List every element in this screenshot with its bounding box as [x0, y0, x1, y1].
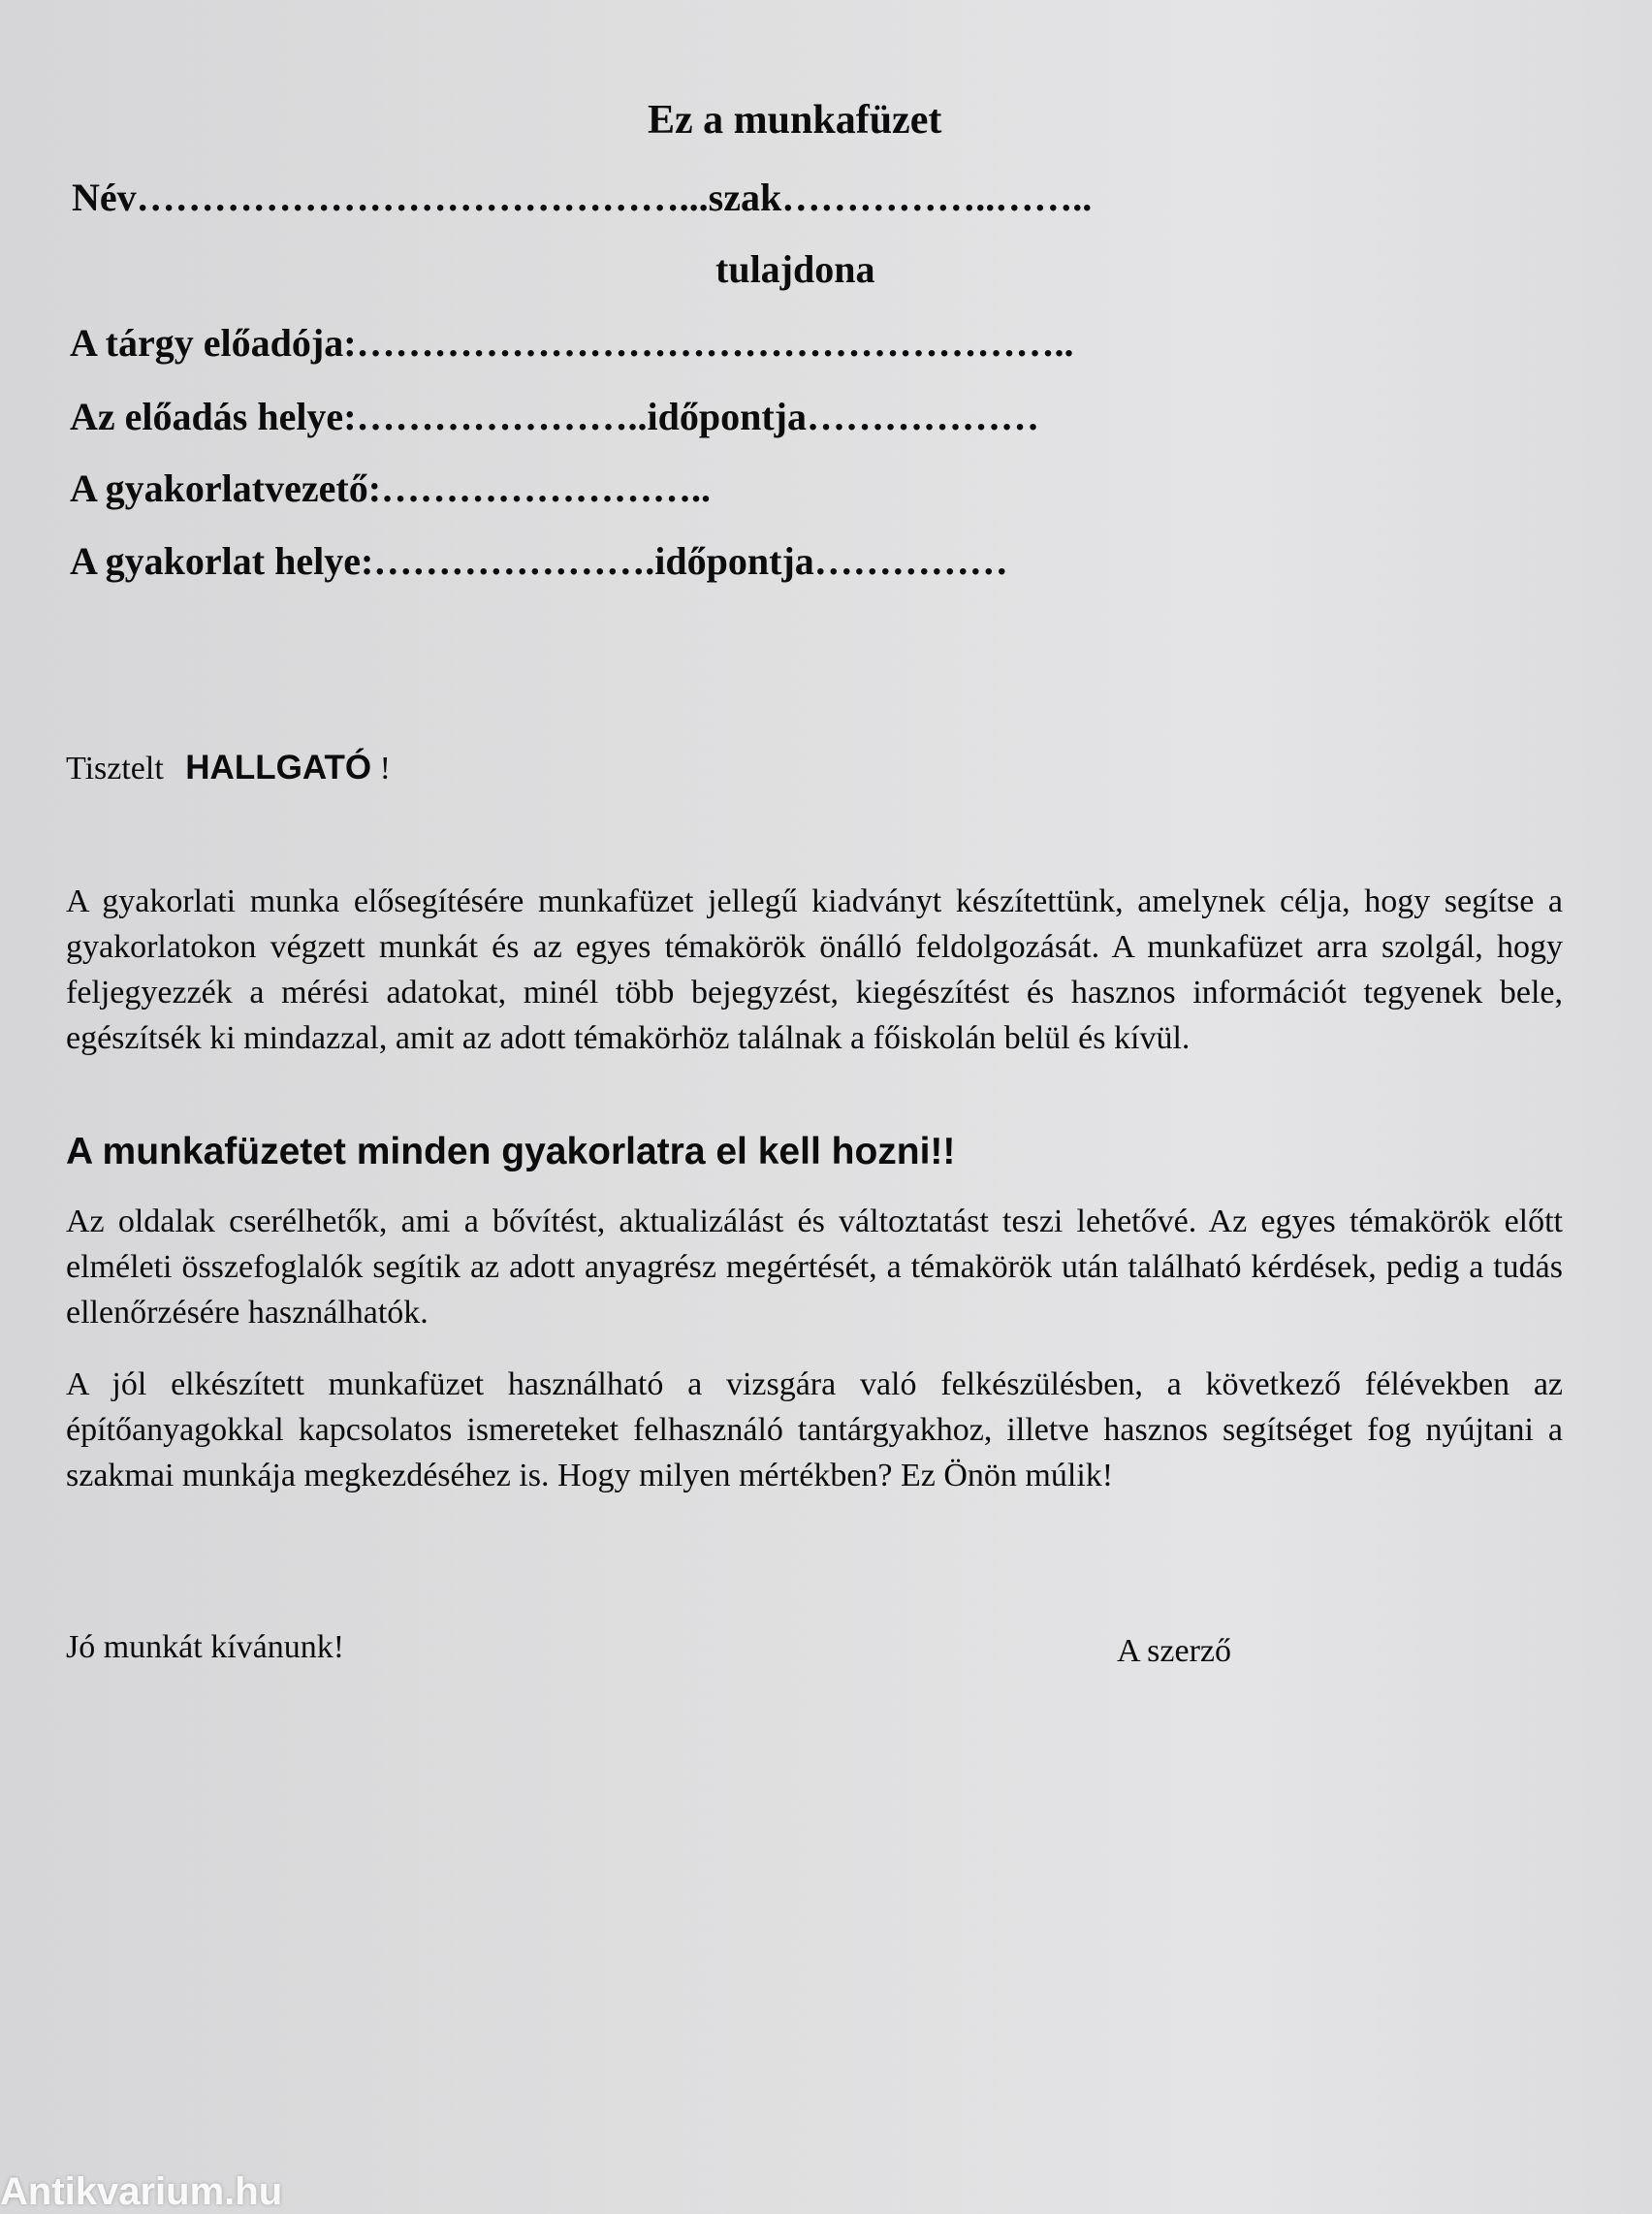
- greeting-prefix: Tisztelt: [66, 751, 164, 786]
- lecture-place-field-line: Az előadás helye:…………………..időpontja………………: [70, 395, 1039, 438]
- usage-paragraph: A jól elkészített munkafüzet használható a vizsgára való felkészülésben, a következő félévekben az építőanyagokkal kapcsolatos ismereteket felhasználó tantárgyakhoz, illetve hasznos segítséget fog nyújtani a szakmai munkája megkezdéséhez is. Hogy milyen mértékben? Ez Önön múlik!: [66, 1366, 1563, 1493]
- name-field-line: Név……………………………………...szak……………..……..: [72, 176, 1093, 219]
- greeting-addressee: HALLGATÓ: [185, 749, 372, 786]
- emphasis-notice: A munkafüzetet minden gyakorlatra el kell hozni!!: [66, 1131, 956, 1172]
- page-title: Ez a munkafüzet: [648, 98, 942, 143]
- practice-place-field-line: A gyakorlat helye:………………….időpontja……………: [70, 539, 1008, 583]
- closing-wish: Jó munkát kívánunk!: [66, 1629, 345, 1665]
- pages-paragraph: Az oldalak cserélhetők, ami a bővítést, aktualizálást és változtatást teszi lehetővé. Az egyes témakörök előtt elméleti összefoglalók segítik az adott anyagrész megértését, a témakörök után található kérdések, pedig a tudás ellenőrzésére használhatók.: [66, 1203, 1563, 1331]
- lecturer-field-line: A tárgy előadója:………………………………………………..: [70, 321, 1074, 365]
- greeting: [66, 749, 391, 787]
- greeting-suffix: !: [371, 751, 391, 786]
- author-signature: A szerző: [1117, 1633, 1232, 1669]
- intro-paragraph: A gyakorlati munka elősegítésére munkafüzet jellegű kiadványt készítettünk, amelynek célja, hogy segítse a gyakorlatokon végzett munkát és az egyes témakörök önálló feldolgozását. A munkafüzet arra szolgál, hogy feljegyezzék a mérési adatokat, minél több bejegyzést, kiegészítést és hasznos információt tegyenek bele, egészítsék ki mindazzal, amit az adott témakörhöz találnak a főiskolán belül és kívül.: [66, 883, 1563, 1056]
- practice-leader-field-line: A gyakorlatvezető:……………………..: [70, 466, 712, 510]
- owner-label: tulajdona: [715, 247, 875, 291]
- watermark-text: Antikvarium.hu: [0, 2170, 283, 2213]
